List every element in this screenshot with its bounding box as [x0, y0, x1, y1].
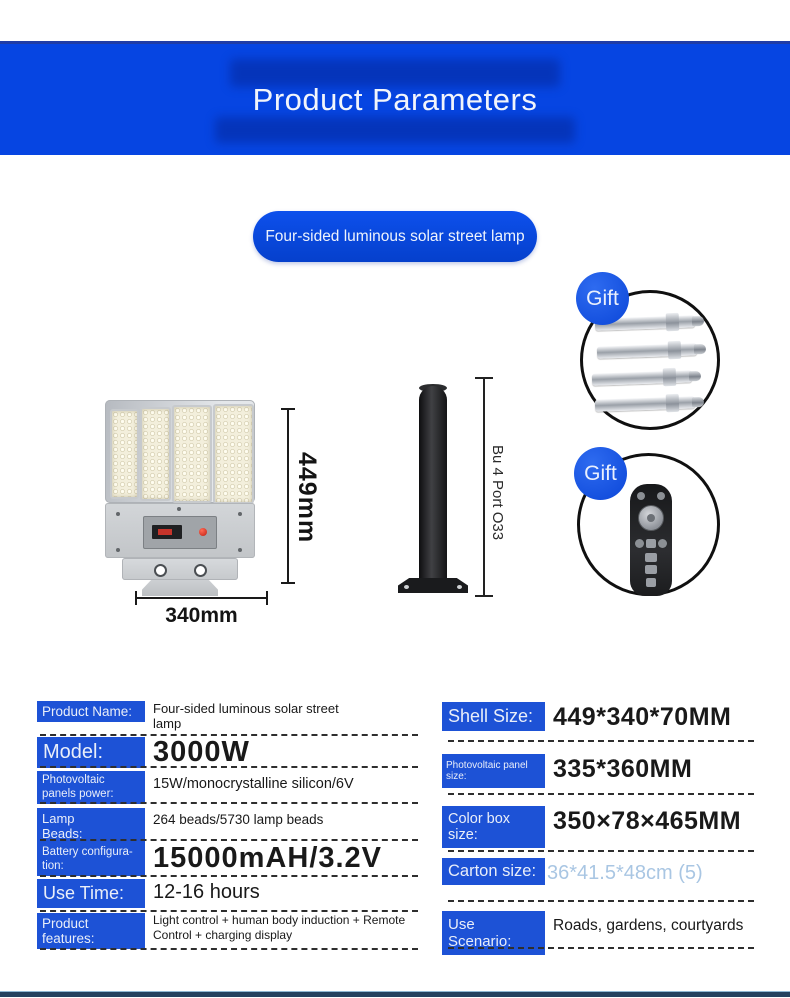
- spec-value: Roads, gardens, courtyards: [553, 917, 744, 934]
- lamp-mount-foot: [142, 580, 218, 596]
- row-separator: [448, 740, 754, 742]
- spec-row-battery: [37, 843, 432, 876]
- row-separator: [40, 839, 418, 841]
- category-pill-label: Four-sided luminous solar street lamp: [265, 227, 525, 245]
- remote-control-image: [630, 484, 672, 596]
- lamp-display: [152, 525, 182, 539]
- spec-label: Model:: [37, 737, 145, 768]
- remote-button: [645, 553, 657, 562]
- screw-dots: [116, 512, 120, 516]
- expansion-bolt: [595, 396, 695, 411]
- spec-label: Carton size:: [442, 858, 545, 885]
- spec-row-product-name: [37, 701, 432, 732]
- spec-label: Product features:: [37, 913, 145, 949]
- row-separator: [40, 948, 418, 950]
- spec-label: Use Scenario:: [442, 911, 545, 955]
- category-pill-button[interactable]: [253, 211, 537, 262]
- row-separator: [448, 850, 754, 852]
- remote-button: [637, 492, 645, 500]
- spec-label: Battery configura-tion:: [37, 843, 145, 876]
- lamp-led-panel: [140, 407, 171, 501]
- page-title: Product Parameters: [252, 81, 538, 117]
- spec-row-shell-size: [442, 702, 772, 731]
- height-dimension-cap: [281, 408, 295, 410]
- spec-value: Four-sided luminous solar street lamp: [153, 701, 339, 732]
- row-separator: [40, 875, 418, 877]
- lamp-mount-bracket: [122, 558, 238, 580]
- spec-value: 264 beads/5730 lamp beads: [153, 812, 324, 827]
- spec-label: Photovoltaic panel size:: [442, 754, 545, 788]
- street-lamp-image: [105, 400, 255, 596]
- spec-value: 335*360MM: [553, 755, 693, 783]
- width-dimension-label: 340mm: [165, 604, 238, 627]
- spec-value: Light control + human body induction + Remote Control + charging display: [153, 913, 406, 942]
- remote-button: [646, 539, 656, 548]
- spec-label: Use Time:: [37, 879, 145, 908]
- pole-base-hole: [457, 585, 462, 589]
- lamp-led-panel: [172, 405, 212, 503]
- spec-label: Shell Size:: [442, 702, 545, 731]
- spec-value: 15000mAH/3.2V: [153, 842, 383, 874]
- spec-row-carton-size: [442, 858, 772, 885]
- pole-dimension-line: [483, 377, 485, 597]
- bracket-hole: [194, 564, 207, 577]
- remote-button: [645, 565, 657, 574]
- row-separator: [40, 802, 418, 804]
- gift-badge-label: Gift: [584, 461, 617, 485]
- remote-button: [657, 492, 665, 500]
- row-separator: [40, 910, 418, 912]
- spec-label: Lamp Beads:: [37, 808, 145, 844]
- spec-value: 449*340*70MM: [553, 703, 732, 731]
- remote-button: [658, 539, 667, 548]
- spec-row-color-box: [442, 806, 772, 848]
- gift-badge-label: Gift: [586, 286, 619, 310]
- ghost-text-bottom: [215, 117, 575, 143]
- footer-divider: [0, 991, 790, 997]
- row-separator: [448, 900, 754, 902]
- spec-label: Photovoltaic panels power:: [37, 771, 145, 804]
- row-separator: [448, 793, 754, 795]
- remote-dpad: [638, 505, 664, 531]
- lamp-led-panel: [213, 404, 254, 504]
- lamp-indicator-led: [199, 528, 207, 536]
- spec-value: 36*41.5*48cm (5): [547, 862, 703, 884]
- spec-row-pv-size: [442, 754, 772, 788]
- height-dimension-cap: [281, 582, 295, 584]
- width-dimension-line: [135, 597, 268, 599]
- bracket-hole: [154, 564, 167, 577]
- pole-base-hole: [404, 585, 409, 589]
- lamp-control-box: [143, 516, 217, 549]
- gift-badge: [576, 272, 629, 325]
- height-dimension-label: 449mm: [293, 452, 321, 544]
- lamp-head: [105, 400, 255, 503]
- width-dimension-cap: [135, 591, 137, 605]
- spec-row-features: [37, 913, 432, 949]
- expansion-bolt: [597, 343, 697, 358]
- spec-row-pv-power: [37, 771, 432, 804]
- spec-row-model: [37, 737, 432, 768]
- spec-value: 15W/monocrystalline silicon/6V: [153, 776, 354, 792]
- gift-badge: [574, 447, 627, 500]
- expansion-bolt: [592, 370, 692, 385]
- pole-dimension-cap: [475, 377, 493, 379]
- top-banner: [0, 41, 790, 155]
- lamp-display-digits: [158, 529, 172, 535]
- spec-value: 12-16 hours: [153, 881, 260, 903]
- spec-row-use-time: [37, 879, 432, 908]
- spec-value: 350×78×465MM: [553, 807, 742, 835]
- lamp-body-plate: [105, 503, 255, 558]
- spec-label: Product Name:: [37, 701, 145, 722]
- row-separator: [40, 766, 418, 768]
- remote-button: [635, 539, 644, 548]
- row-separator: [448, 947, 754, 949]
- lamp-led-panel: [110, 409, 139, 499]
- remote-button: [646, 578, 656, 587]
- pole-dimension-cap: [475, 595, 493, 597]
- height-dimension-line: [287, 408, 289, 584]
- width-dimension-cap: [266, 591, 268, 605]
- mounting-pole-image: [419, 386, 447, 584]
- spec-label: Color box size:: [442, 806, 545, 848]
- spec-value: 3000W: [153, 736, 250, 768]
- pole-dimension-label: Bu 4 Port O33: [489, 445, 506, 541]
